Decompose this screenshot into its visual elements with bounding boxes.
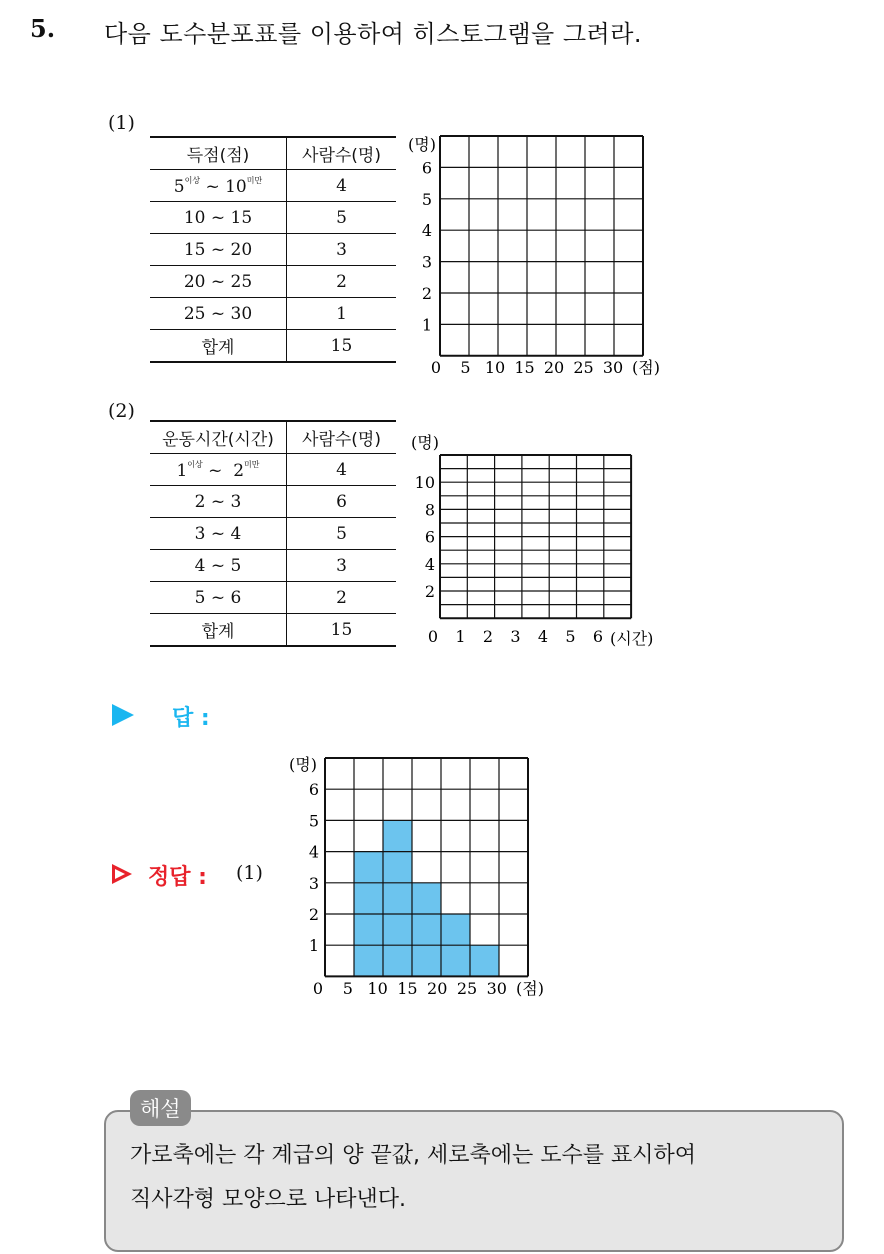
- table-cell-range: 10 ~ 15: [150, 202, 287, 234]
- table-row: [150, 486, 396, 518]
- x-axis-unit: (점): [516, 979, 544, 998]
- y-tick-label: 6: [308, 780, 319, 800]
- table-cell-range: $1^{이상}$ ~ $2^{미만}$: [150, 454, 287, 486]
- table-row: [150, 266, 396, 298]
- table-cell-count: 2: [287, 266, 397, 298]
- table-cell-count: 1: [287, 298, 397, 330]
- part1-empty-grid: [400, 128, 680, 380]
- y-tick-label: 3: [308, 873, 319, 893]
- x-tick-label: 5: [342, 979, 353, 998]
- y-tick-label: 1: [421, 315, 432, 335]
- table-cell-range: 4 ~ 5: [150, 550, 287, 582]
- table-cell-count: 3: [287, 550, 397, 582]
- x-tick-label: 30: [602, 358, 624, 377]
- table-cell-range: 25 ~ 30: [150, 298, 287, 330]
- table-row: [150, 202, 396, 234]
- part2-label: (2): [108, 400, 135, 422]
- table-cell-count: 4: [287, 454, 397, 486]
- table-row: [150, 454, 396, 486]
- table-header: 운동시간(시간): [150, 421, 287, 454]
- histogram-bar: [470, 945, 499, 976]
- x-tick-label: 0: [430, 358, 442, 377]
- table-row: [150, 518, 396, 550]
- y-tick-label: 5: [421, 189, 432, 209]
- y-tick-label: 4: [424, 554, 435, 574]
- x-tick-label: 5: [460, 358, 471, 377]
- y-tick-label: 1: [308, 936, 319, 956]
- x-tick-label: 20: [543, 358, 565, 377]
- y-tick-label: 2: [424, 582, 435, 601]
- x-tick-label: 6: [592, 627, 604, 646]
- y-tick-label: 5: [308, 811, 319, 831]
- x-tick-label: 25: [573, 358, 594, 377]
- grid-lines: [440, 136, 643, 356]
- table-cell-count: 5: [287, 202, 397, 234]
- table-total-row: [150, 330, 396, 363]
- total-label: 합계: [150, 614, 287, 647]
- histogram-bar: [412, 883, 441, 977]
- table-cell-range: 15 ~ 20: [150, 234, 287, 266]
- correct-answer-part-label: (1): [236, 862, 263, 884]
- y-tick-label: 3: [421, 252, 432, 272]
- x-tick-label: 0: [312, 979, 324, 998]
- part1-label: (1): [108, 112, 135, 134]
- y-axis-unit: (명): [289, 755, 317, 774]
- x-tick-label: 10: [484, 358, 506, 377]
- part2-empty-grid: [405, 428, 675, 650]
- table-cell-count: 4: [287, 170, 397, 202]
- part1-frequency-table: [150, 136, 396, 363]
- y-tick-label: 2: [308, 905, 319, 924]
- y-tick-label: 10: [414, 473, 435, 493]
- total-value: 15: [287, 614, 397, 647]
- play-triangle-icon: [112, 704, 134, 726]
- table-row: [150, 298, 396, 330]
- x-tick-label: 25: [456, 979, 478, 998]
- x-tick-label: 4: [537, 627, 549, 646]
- answer-label: 답 :: [172, 706, 210, 731]
- table-header: 사람수(명): [287, 137, 397, 170]
- y-tick-label: 6: [424, 527, 435, 547]
- x-unit-label: (점): [632, 358, 660, 377]
- table-row: [150, 170, 396, 202]
- table-header: 사람수(명): [287, 421, 397, 454]
- table-cell-range: $5^{이상}$ ~ $10^{미만}$: [150, 170, 287, 202]
- part2-frequency-table: [150, 420, 396, 647]
- x-tick-label: 15: [514, 358, 535, 377]
- y-unit-label: (명): [408, 135, 436, 154]
- outline-triangle-icon: [112, 864, 132, 884]
- correct-answer-label: 정답 :: [148, 865, 207, 890]
- x-tick-label: 20: [427, 979, 448, 998]
- x-tick-label: 2: [482, 627, 494, 646]
- x-tick-label: 3: [510, 627, 521, 646]
- x-tick-label: 10: [367, 979, 388, 998]
- answer-histogram: [285, 750, 560, 1005]
- table-cell-range: 20 ~ 25: [150, 266, 287, 298]
- table-row: [150, 550, 396, 582]
- explanation-tag: 해설: [130, 1090, 191, 1126]
- explanation-line-2: 직사각형 모양으로 나타낸다.: [130, 1187, 407, 1212]
- table-cell-count: 3: [287, 234, 397, 266]
- y-tick-label: 2: [421, 284, 432, 303]
- table-cell-range: 3 ~ 4: [150, 518, 287, 550]
- y-unit-label: (명): [411, 433, 439, 452]
- y-tick-label: 4: [308, 842, 319, 862]
- x-tick-label: 1: [455, 627, 466, 646]
- histogram-bar: [383, 820, 412, 976]
- explanation-box: [104, 1110, 844, 1252]
- y-tick-label: 8: [424, 500, 435, 520]
- x-unit-label: (시간): [610, 629, 654, 648]
- x-tick-label: 0: [427, 627, 439, 646]
- x-tick-label: 5: [565, 627, 576, 646]
- x-tick-label: 30: [486, 979, 507, 998]
- explanation-line-1: 가로축에는 각 계급의 양 끝값, 세로축에는 도수를 표시하여: [130, 1143, 696, 1168]
- table-cell-count: 2: [287, 582, 397, 614]
- table-cell-count: 6: [287, 486, 397, 518]
- table-cell-range: 2 ~ 3: [150, 486, 287, 518]
- total-label: 합계: [150, 330, 287, 363]
- table-header: 득점(점): [150, 137, 287, 170]
- table-row: [150, 234, 396, 266]
- x-tick-label: 15: [397, 979, 418, 998]
- table-cell-count: 5: [287, 518, 397, 550]
- question-number: 5.: [30, 14, 56, 43]
- table-row: [150, 582, 396, 614]
- y-tick-label: 6: [421, 158, 432, 178]
- y-tick-label: 4: [421, 221, 432, 241]
- table-cell-range: 5 ~ 6: [150, 582, 287, 614]
- table-total-row: [150, 614, 396, 647]
- total-value: 15: [287, 330, 397, 363]
- question-text: 다음 도수분포표를 이용하여 히스토그램을 그려라.: [104, 20, 643, 48]
